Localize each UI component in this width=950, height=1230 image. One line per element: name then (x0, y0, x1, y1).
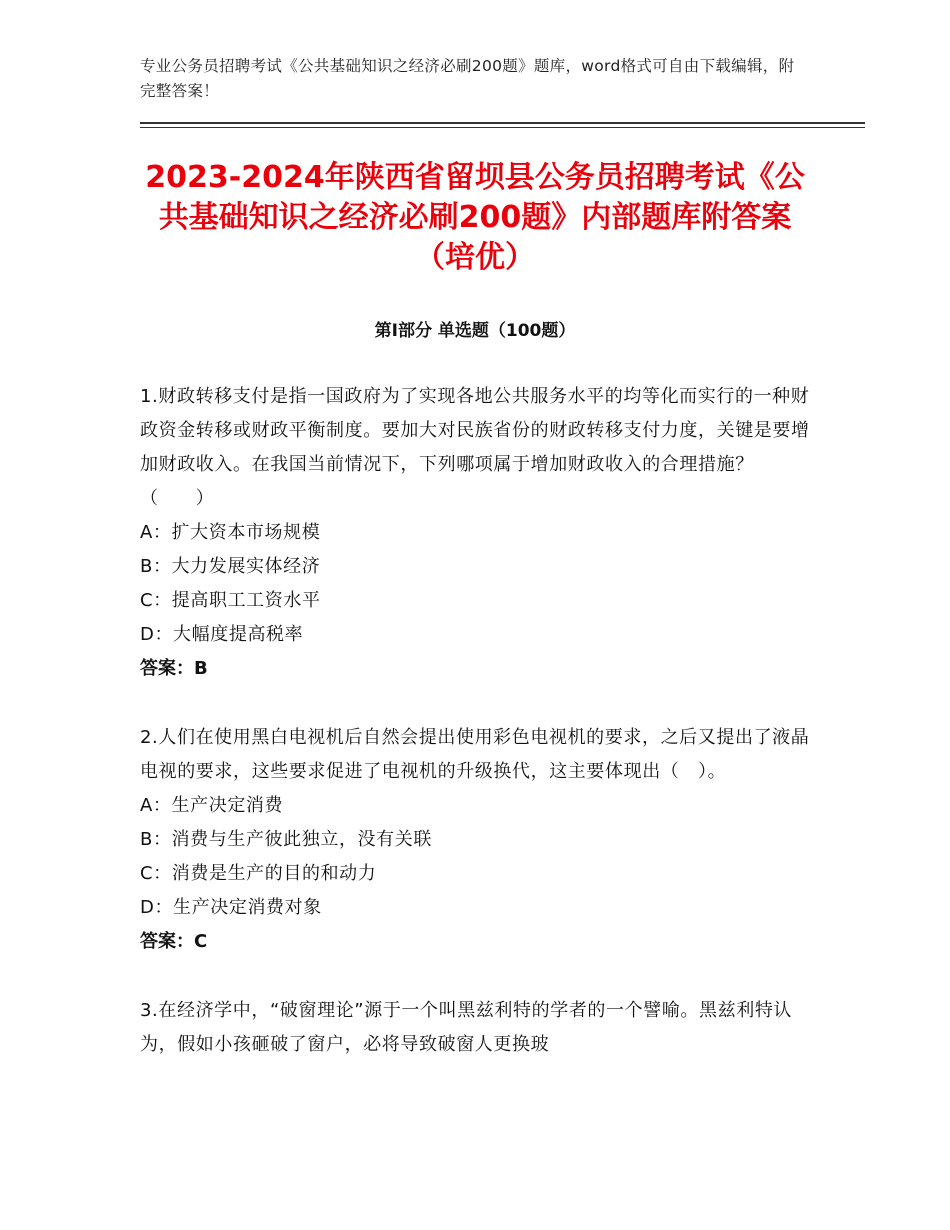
document-title: 2023-2024年陕西省留坝县公务员招聘考试《公共基础知识之经济必刷200题》内部题库附答案（培优） (145, 160, 805, 275)
option-b: B：消费与生产彼此独立，没有关联 (140, 829, 432, 850)
option-a: A：生产决定消费 (140, 795, 284, 816)
option-a: A：扩大资本市场规模 (140, 522, 321, 543)
answer-label: 答案：B (140, 658, 208, 679)
header-divider-thin (140, 127, 865, 128)
option-d: D：大幅度提高税率 (140, 624, 304, 645)
question-text: 3.在经济学中，“破窗理论”源于一个叫黑兹利特的学者的一个譬喻。黑兹利特认为，假如小孩砸破了窗户，必将导致破窗人更换玻 (140, 1000, 793, 1055)
question-text: 2.人们在使用黑白电视机后自然会提出使用彩色电视机的要求，之后又提出了液晶电视的要求，这些要求促进了电视机的升级换代，这主要体现出（ ）。 (140, 727, 810, 782)
header-divider-thick (140, 122, 865, 124)
option-b: B：大力发展实体经济 (140, 556, 321, 577)
question-item (140, 721, 810, 959)
header-note: 专业公务员招聘考试《公共基础知识之经济必刷200题》题库，word格式可自由下载编辑，附完整答案！ (140, 57, 795, 100)
question-item (140, 994, 810, 1062)
option-d: D：生产决定消费对象 (140, 897, 322, 918)
question-text: 1.财政转移支付是指一国政府为了实现各地公共服务水平的均等化而实行的一种财政资金转移或财政平衡制度。要加大对民族省份的财政转移支付力度，关键是要增加财政收入。在我国当前情况下，下列哪项属于增加财政收入的合理措施？（ ） (140, 386, 810, 509)
question-list (140, 380, 810, 1097)
answer-label: 答案：C (140, 931, 208, 952)
section-title: 第Ⅰ部分 单选题（100题） (374, 321, 576, 341)
question-item (140, 380, 810, 686)
option-c: C：提高职工工资水平 (140, 590, 321, 611)
option-c: C：消费是生产的目的和动力 (140, 863, 377, 884)
